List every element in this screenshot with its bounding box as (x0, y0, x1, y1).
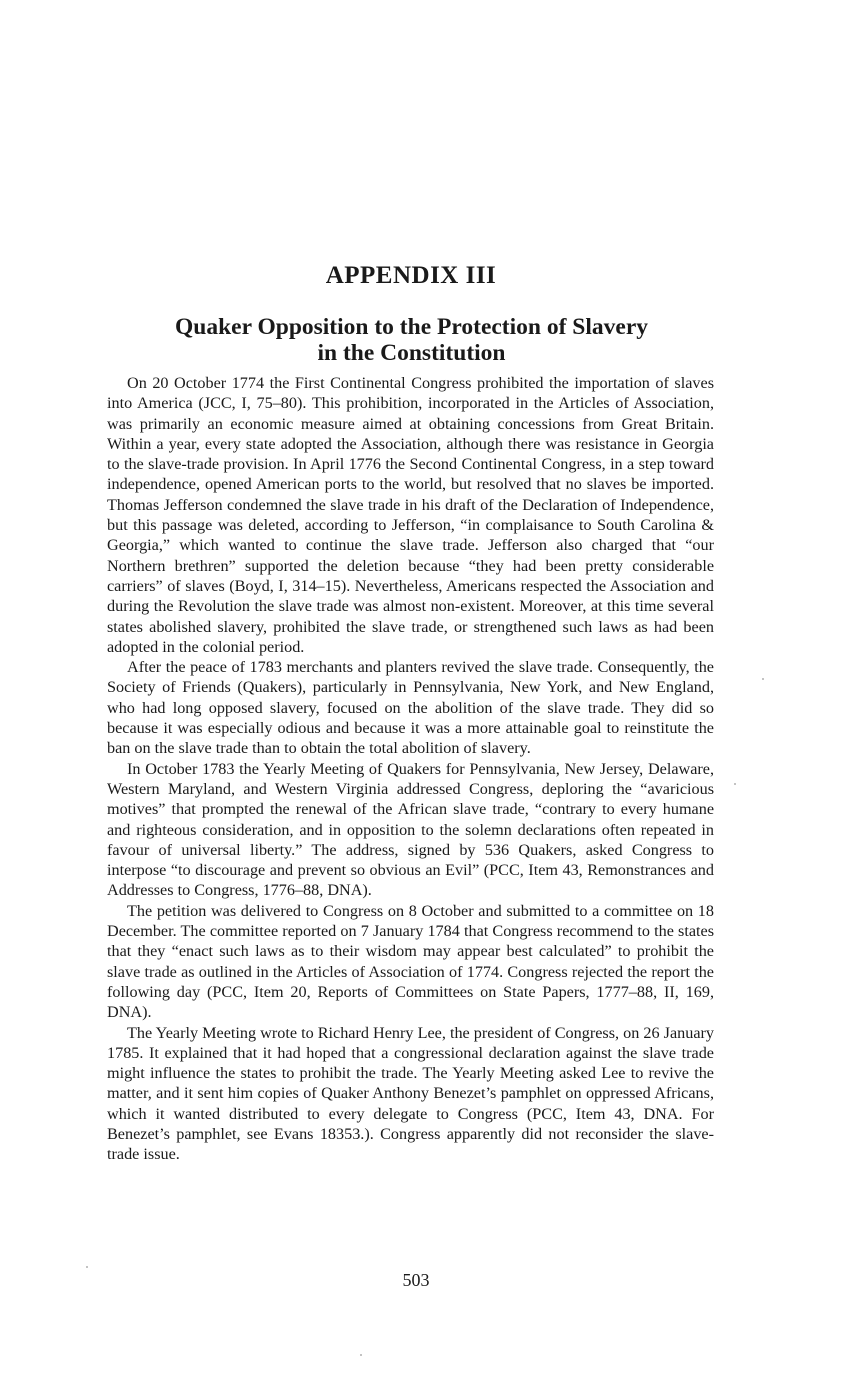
body-text (107, 373, 714, 1165)
article-title (107, 314, 716, 366)
paragraph-1: On 20 October 1774 the First Continental Congress prohibited the importation of slaves into America (JCC, I, 75–80). This prohibition, incorporated in the Articles of Association, was primarily an economic measure aimed at obtaining concessions from Great Britain. Within a year, every state adopted the Association, although there was resistance in Georgia to the slave-trade provision. In April 1776 the Second Continental Congress, in a step toward independence, opened American ports to the world, but resolved that no slaves be imported. Thomas Jefferson condemned the slave trade in his draft of the Declaration of Independence, but this passage was deleted, according to Jefferson, “in complaisance to South Carolina & Georgia,” which wanted to continue the slave trade. Jefferson also charged that “our Northern brethren” supported the deletion because “they had been pretty considerable carriers” of slaves (Boyd, I, 314–15). Nevertheless, Americans respected the Association and during the Revolution the slave trade was almost non-existent. Moreover, at this time several states abolished slavery, prohibited the slave trade, or strengthened such laws as had been adopted in the colonial period. (107, 374, 714, 656)
paragraph-4: The petition was delivered to Congress on 8 October and submitted to a committee on 18 December. The committee reported on 7 January 1784 that Congress recommend to the states that they “enact such laws as to their wisdom may appear best calculated” to prohibit the slave trade as outlined in the Articles of Association of 1774. Congress rejected the report the following day (PCC, Item 20, Reports of Committees on State Papers, 1777–88, II, 169, DNA). (107, 901, 714, 1022)
article-title-line-2: in the Constitution (317, 340, 506, 366)
article-title-line-1: Quaker Opposition to the Protection of Slavery (174, 314, 649, 340)
appendix-heading: APPENDIX III (325, 262, 497, 289)
scan-speck (360, 1354, 362, 1356)
scan-speck (86, 1266, 88, 1268)
scan-speck (762, 678, 764, 680)
paragraph-3: In October 1783 the Yearly Meeting of Quakers for Pennsylvania, New Jersey, Delaware, Western Maryland, and Western Virginia addressed Congress, deploring the “avaricious motives” that prompted the renewal of the African slave trade, “contrary to every humane and righteous consideration, and in opposition to the solemn declarations often repeated in favour of universal liberty.” The address, signed by 536 Quakers, asked Congress to interpose “to discourage and prevent so obvious an Evil” (PCC, Item 43, Remonstrances and Addresses to Congress, 1776–88, DNA). (107, 759, 714, 900)
scan-speck (734, 783, 736, 785)
paragraph-2: After the peace of 1783 merchants and planters revived the slave trade. Consequently, the Society of Friends (Quakers), particularly in Pennsylvania, New York, and New England, who had long opposed slavery, focused on the abolition of the slave trade. They did so because it was especially odious and because it was a more attainable goal to reinstitute the ban on the slave trade than to obtain the total abolition of slavery. (107, 658, 714, 758)
paragraph-5: The Yearly Meeting wrote to Richard Henry Lee, the president of Congress, on 26 January 1785. It explained that it had hoped that a congressional declaration against the slave trade might influence the states to prohibit the trade. The Yearly Meeting asked Lee to revive the matter, and it sent him copies of Quaker Anthony Benezet’s pamphlet on oppressed Africans, which it wanted distributed to every delegate to Congress (PCC, Item 43, DNA. For Benezet’s pamphlet, see Evans 18353.). Congress apparently did not reconsider the slave-trade issue. (107, 1023, 714, 1164)
page-number: 503 (402, 1270, 430, 1290)
